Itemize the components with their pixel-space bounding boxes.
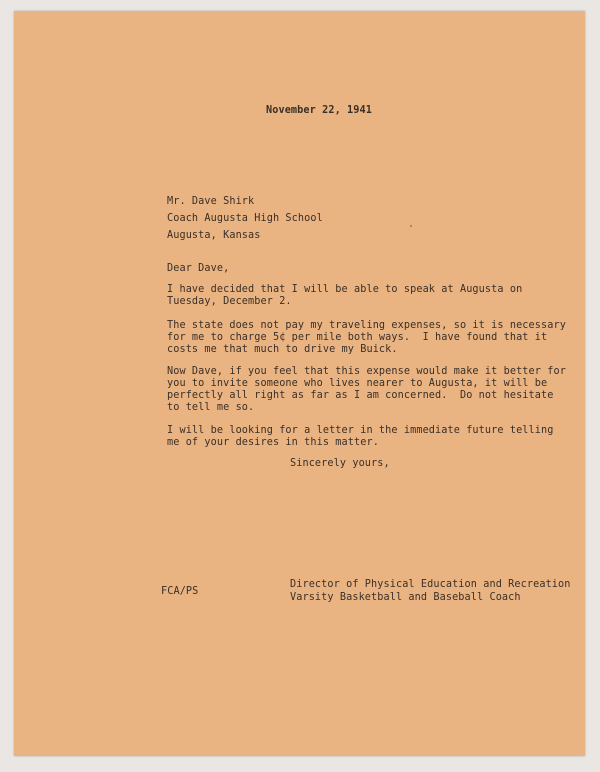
paragraph-2-line-1: The state does not pay my traveling expenses, so it is necessary [167, 320, 566, 331]
closing: Sincerely yours, [290, 458, 390, 469]
paragraph-4-line-2: me of your desires in this matter. [167, 437, 379, 448]
recipient-location: Augusta, Kansas [167, 230, 261, 241]
paragraph-1-line-1: I have decided that I will be able to speak at Augusta on [167, 284, 523, 295]
signature-title-2: Varsity Basketball and Baseball Coach [290, 592, 521, 603]
letter-page [14, 11, 585, 756]
salutation: Dear Dave, [167, 263, 230, 274]
paragraph-3-line-1: Now Dave, if you feel that this expense would make it better for [167, 366, 566, 377]
paragraph-2-line-3: costs me that much to drive my Buick. [167, 344, 398, 355]
signature-title-1: Director of Physical Education and Recreation [290, 579, 571, 590]
recipient-position: Coach Augusta High School [167, 213, 323, 224]
typist-initials: FCA/PS [161, 586, 199, 597]
paragraph-3-line-4: to tell me so. [167, 402, 255, 413]
paper-speck [410, 225, 412, 227]
paragraph-3-line-2: you to invite someone who lives nearer to Augusta, it will be [167, 378, 548, 389]
paragraph-1-line-2: Tuesday, December 2. [167, 296, 292, 307]
paragraph-3-line-3: perfectly all right as far as I am concerned. Do not hesitate [167, 390, 554, 401]
paragraph-4-line-1: I will be looking for a letter in the immediate future telling [167, 425, 554, 436]
letter-date: November 22, 1941 [266, 105, 372, 116]
paragraph-2-line-2: for me to charge 5¢ per mile both ways. I have found that it [167, 332, 548, 343]
recipient-name: Mr. Dave Shirk [167, 196, 255, 207]
